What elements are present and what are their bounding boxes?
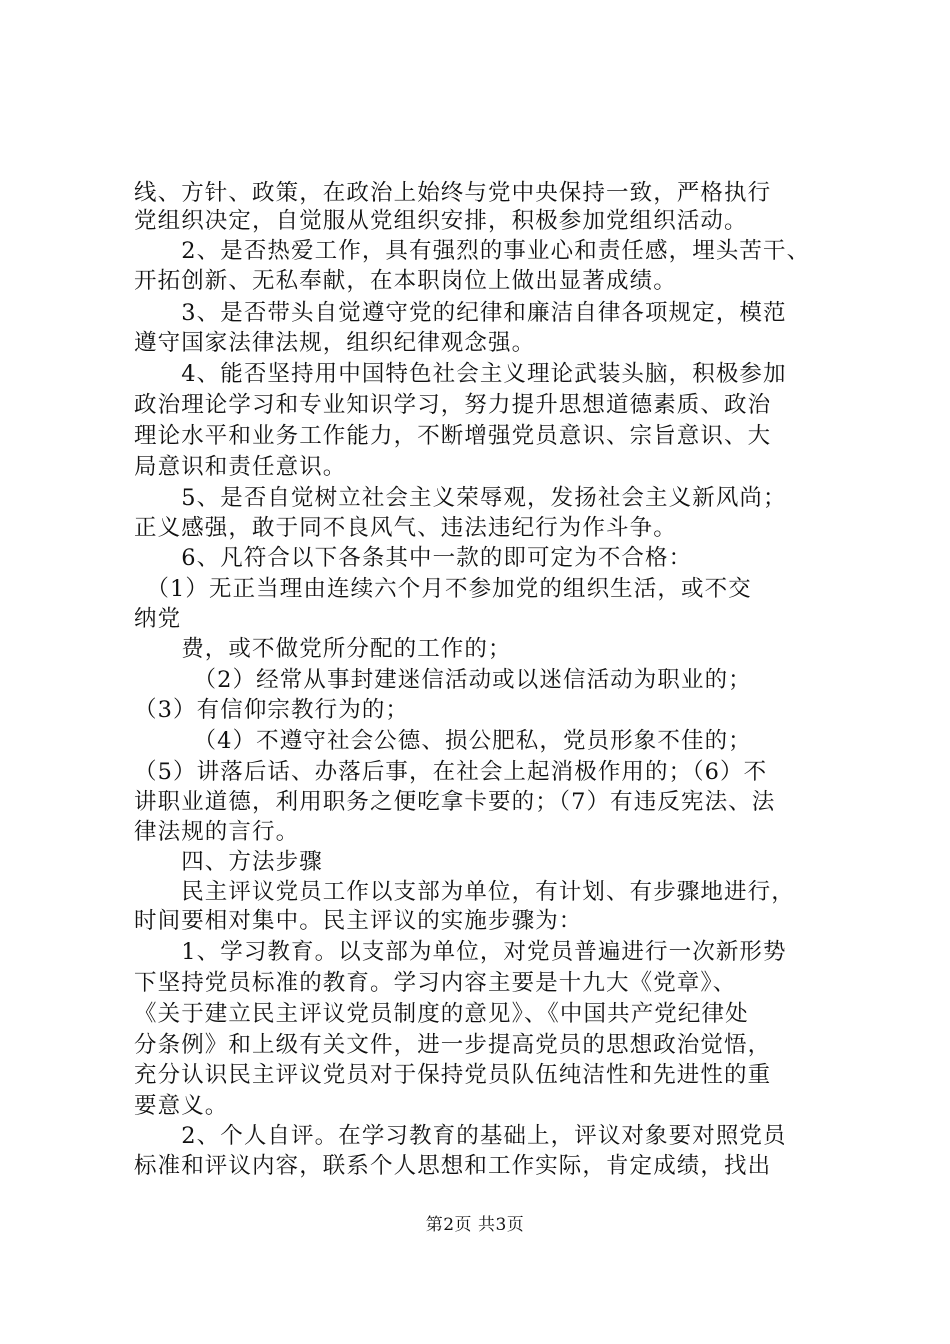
text-line: （4）不遵守社会公德、损公肥私，党员形象不佳的； [134, 728, 752, 754]
text-line: 党组织决定，自觉服从党组织安排，积极参加党组织活动。 [134, 208, 748, 234]
text-line: 4、能否坚持用中国特色社会主义理论武装头脑，积极参加 [134, 361, 787, 387]
text-line: 律法规的言行。 [134, 819, 300, 845]
text-line: 分条例》和上级有关文件，进一步提高党员的思想政治觉悟， [134, 1032, 772, 1058]
text-line: 理论水平和业务工作能力，不断增强党员意识、宗旨意识、大 [134, 423, 772, 449]
text-line: 6、凡符合以下各条其中一款的即可定为不合格： [134, 545, 693, 571]
text-line: 纳党 [134, 606, 182, 632]
text-line: 时间要相对集中。民主评议的实施步骤为： [134, 908, 583, 934]
text-line: 标准和评议内容，联系个人思想和工作实际，肯定成绩，找出 [134, 1153, 772, 1179]
text-line: 线、方针、政策，在政治上始终与党中央保持一致，严格执行 [134, 180, 772, 206]
text-line: 下坚持党员标准的教育。学习内容主要是十九大《党章》、 [134, 970, 737, 996]
text-line: 开拓创新、无私奉献，在本职岗位上做出显著成绩。 [134, 268, 677, 294]
text-line: 5、是否自觉树立社会主义荣辱观，发扬社会主义新风尚； [134, 485, 787, 511]
text-line: 费，或不做党所分配的工作的； [134, 636, 512, 662]
text-line: 2、个人自评。在学习教育的基础上，评议对象要对照党员 [134, 1123, 787, 1149]
text-line: 民主评议党员工作以支部为单位，有计划、有步骤地进行， [134, 879, 795, 905]
text-line: 正义感强，敢于同不良风气、违法违纪行为作斗争。 [134, 515, 677, 541]
text-line: （5）讲落后话、办落后事，在社会上起消极作用的；（6）不 [134, 759, 768, 785]
section-heading: 四、方法步骤 [134, 849, 323, 875]
text-line: （2）经常从事封建迷信活动或以迷信活动为职业的； [134, 667, 752, 693]
text-line: （1）无正当理由连续六个月不参加党的组织生活，或不交 [134, 576, 752, 602]
text-line: 《关于建立民主评议党员制度的意见》、《中国共产党纪律处 [134, 1001, 749, 1027]
text-line: （3）有信仰宗教行为的； [134, 697, 410, 723]
text-line: 讲职业道德，利用职务之便吃拿卡要的；（7）有违反宪法、法 [134, 789, 776, 815]
text-line: 充分认识民主评议党员对于保持党员队伍纯洁性和先进性的重 [134, 1062, 772, 1088]
text-line: 1、学习教育。以支部为单位，对党员普遍进行一次新形势 [134, 939, 787, 965]
text-line: 要意义。 [134, 1093, 229, 1119]
text-line: 局意识和责任意识。 [134, 454, 347, 480]
text-line: 遵守国家法律法规，组织纪律观念强。 [134, 330, 536, 356]
page-number-footer: 第2页 共3页 [425, 1215, 525, 1235]
text-line: 2、是否热爱工作，具有强烈的事业心和责任感，埋头苦干、 [134, 238, 811, 264]
text-line: 3、是否带头自觉遵守党的纪律和廉洁自律各项规定，模范 [134, 300, 787, 326]
text-line: 政治理论学习和专业知识学习，努力提升思想道德素质、政治 [134, 392, 772, 418]
